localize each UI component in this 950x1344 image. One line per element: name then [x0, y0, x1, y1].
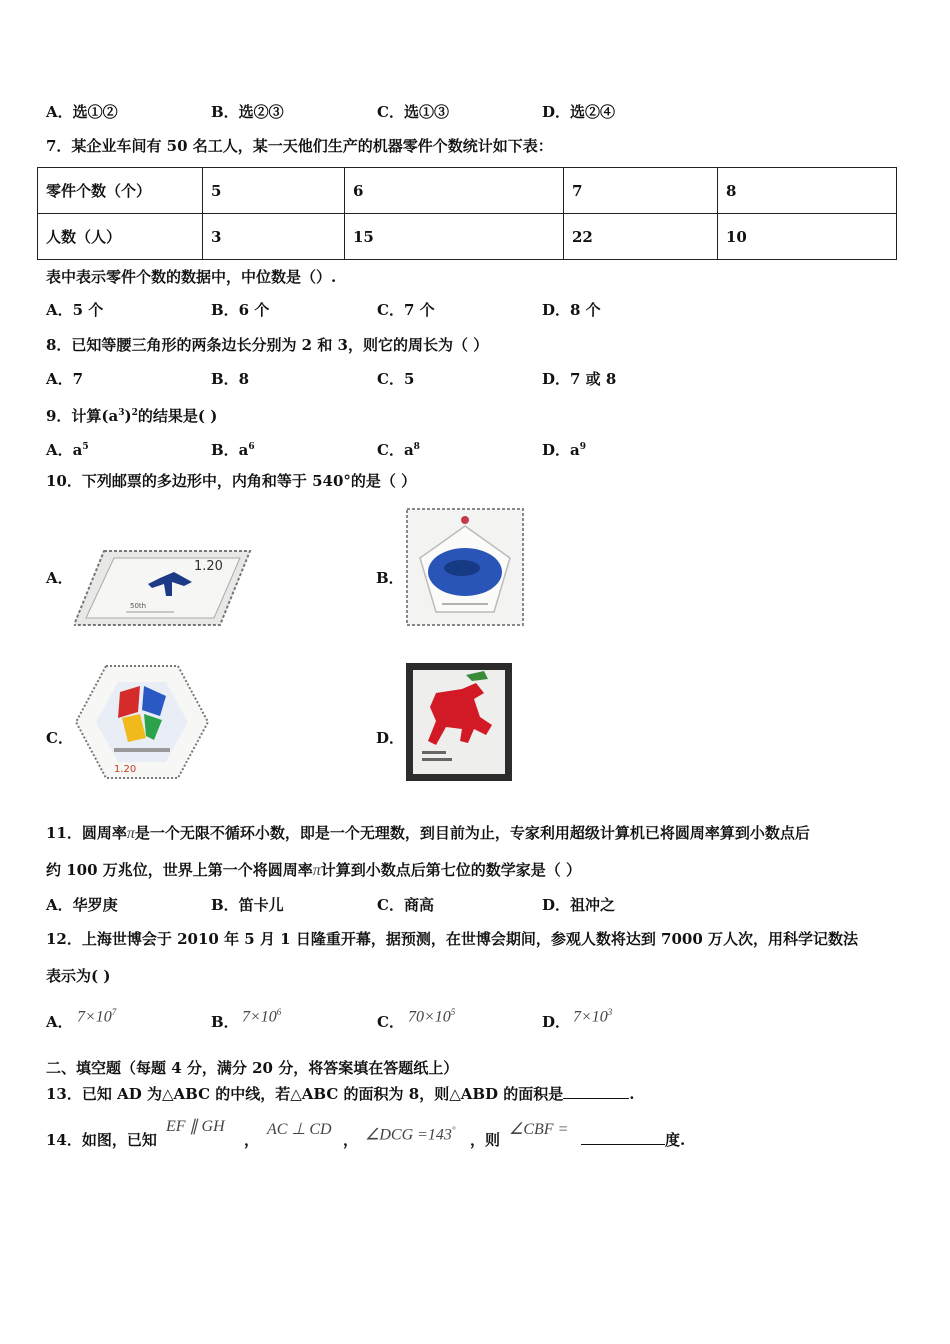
q9-option-c: C．$a^8$ — [377, 441, 420, 459]
q9-exp1: 3 — [118, 408, 125, 418]
q12-line1: 12．上海世博会于 2010 年 5 月 1 日隆重开幕，据预测，在世博会期间，参观人数将达到 7000 万人次，用科学记数法 — [46, 930, 859, 948]
stamp-a-value: 1.20 — [194, 559, 223, 574]
q14-math-perpendicular: AC ⊥ CD — [267, 1121, 332, 1138]
q14-math-parallel: EF ∥ GH — [166, 1118, 225, 1135]
q6-option-b: B．选②③ — [211, 103, 284, 121]
table-cell: 6 — [345, 168, 564, 214]
table-cell: 10 — [718, 214, 897, 260]
q9-option-d: D．$a^9$ — [542, 441, 586, 459]
table-cell: 22 — [564, 214, 718, 260]
q7-option-d: D．8 个 — [542, 301, 601, 319]
q10-stem: 10．下列邮票的多边形中，内角和等于 540°的是（ ） — [46, 472, 417, 490]
q12-option-b-math: $7\times 10^6$ — [242, 1007, 282, 1026]
table-cell: 7 — [564, 168, 718, 214]
q13-answer-blank[interactable] — [563, 1098, 629, 1099]
q10-label-c: C． — [46, 729, 73, 747]
q11-option-b: B．笛卡儿 — [211, 896, 284, 914]
q9-option-b: B．$a^6$ — [211, 441, 255, 459]
q6-option-d: D．选②④ — [542, 103, 616, 121]
q9-exp2: 2 — [131, 408, 138, 418]
q8-option-c: C．5 — [377, 370, 415, 388]
q6-option-a: A．选①② — [46, 103, 118, 121]
q8-option-a: A．7 — [46, 370, 84, 388]
q9-stem — [46, 404, 217, 425]
q12-line2: 表示为( ) — [46, 967, 111, 985]
q10-label-a: A． — [46, 569, 73, 587]
q10-label-d: D． — [376, 729, 405, 747]
q9-stem-post: 的结果是( ) — [137, 407, 218, 425]
table-cell: 8 — [718, 168, 897, 214]
q12-option-a-math: $7\times 10^7$ — [77, 1007, 117, 1026]
q9-option-a: A．$a^5$ — [46, 441, 89, 459]
q11-option-d: D．祖冲之 — [542, 896, 616, 914]
table-cell: 零件个数（个） — [38, 168, 203, 214]
q9-stem-pre: 9．计算(a — [46, 407, 119, 425]
q14-answer-line: 度. — [581, 1131, 685, 1149]
stamp-square-horse-image — [406, 663, 512, 781]
q12-option-d-math: $7\times 10^3$ — [573, 1007, 613, 1026]
q7-option-c: C．7 个 — [377, 301, 435, 319]
q12-option-a: A． — [46, 1013, 73, 1031]
q14-sep-1: ， — [244, 1131, 260, 1149]
q14-math-cbf: ∠CBF = — [509, 1121, 569, 1138]
q7-option-a: A．5 个 — [46, 301, 104, 319]
q14-prefix: 14．如图，已知 — [46, 1131, 157, 1149]
q10-label-b: B． — [376, 569, 404, 587]
section-2-heading: 二、填空题（每题 4 分，满分 20 分，将答案填在答题纸上） — [46, 1059, 459, 1077]
q11-line2: 约 100 万兆位，世界上第一个将圆周率π计算到小数点后第七位的数学家是（ ） — [46, 861, 582, 879]
stamp-parallelogram-image — [74, 548, 252, 628]
stamp-a-text: 50th — [130, 602, 147, 610]
q12-option-b: B． — [211, 1013, 239, 1031]
q7-stem: 7．某企业车间有 50 名工人，某一天他们生产的机器零件个数统计如下表： — [46, 137, 553, 155]
table-row — [38, 214, 897, 260]
q7-table — [37, 167, 897, 260]
stamp-pentagon-image — [406, 508, 524, 626]
q14-sep-2: ， — [343, 1131, 359, 1149]
q14-sep-3: ，则 — [470, 1131, 501, 1149]
table-cell: 3 — [203, 214, 345, 260]
q6-option-c: C．选①③ — [377, 103, 449, 121]
q11-line1: 11．圆周率π是一个无限不循环小数，即是一个无理数，到目前为止，专家利用超级计算机已将圆周率算到小数点后 — [46, 824, 810, 842]
q11-pi-symbol: π — [126, 825, 135, 842]
table-cell: 15 — [345, 214, 564, 260]
q14-math-angle: ∠DCG =143° — [365, 1125, 456, 1144]
q8-option-b: B．8 — [211, 370, 250, 388]
table-cell: 人数（人） — [38, 214, 203, 260]
stamp-hexagon-image — [74, 662, 210, 782]
q12-option-d: D． — [542, 1013, 571, 1031]
q11-option-a: A．华罗庚 — [46, 896, 118, 914]
q14-answer-blank[interactable] — [581, 1144, 665, 1145]
q9-stem-mid: ) — [124, 407, 132, 425]
q7-option-b: B．6 个 — [211, 301, 270, 319]
stamp-c-value: 1.20 — [114, 764, 137, 775]
q11-pi-symbol-2: π — [312, 862, 321, 879]
q11-option-c: C．商高 — [377, 896, 434, 914]
q7-question: 表中表示零件个数的数据中，中位数是（）. — [46, 268, 337, 286]
q12-option-c-math: $70\times 10^5$ — [408, 1007, 456, 1026]
q13-stem: 13．已知 AD 为△ABC 的中线，若△ABC 的面积为 8，则△ABD 的面积是 . — [46, 1085, 635, 1103]
q8-option-d: D．7 或 8 — [542, 370, 617, 388]
q8-stem: 8．已知等腰三角形的两条边长分别为 2 和 3，则它的周长为（ ） — [46, 336, 489, 354]
table-row — [38, 168, 897, 214]
q12-option-c: C． — [377, 1013, 404, 1031]
table-cell: 5 — [203, 168, 345, 214]
